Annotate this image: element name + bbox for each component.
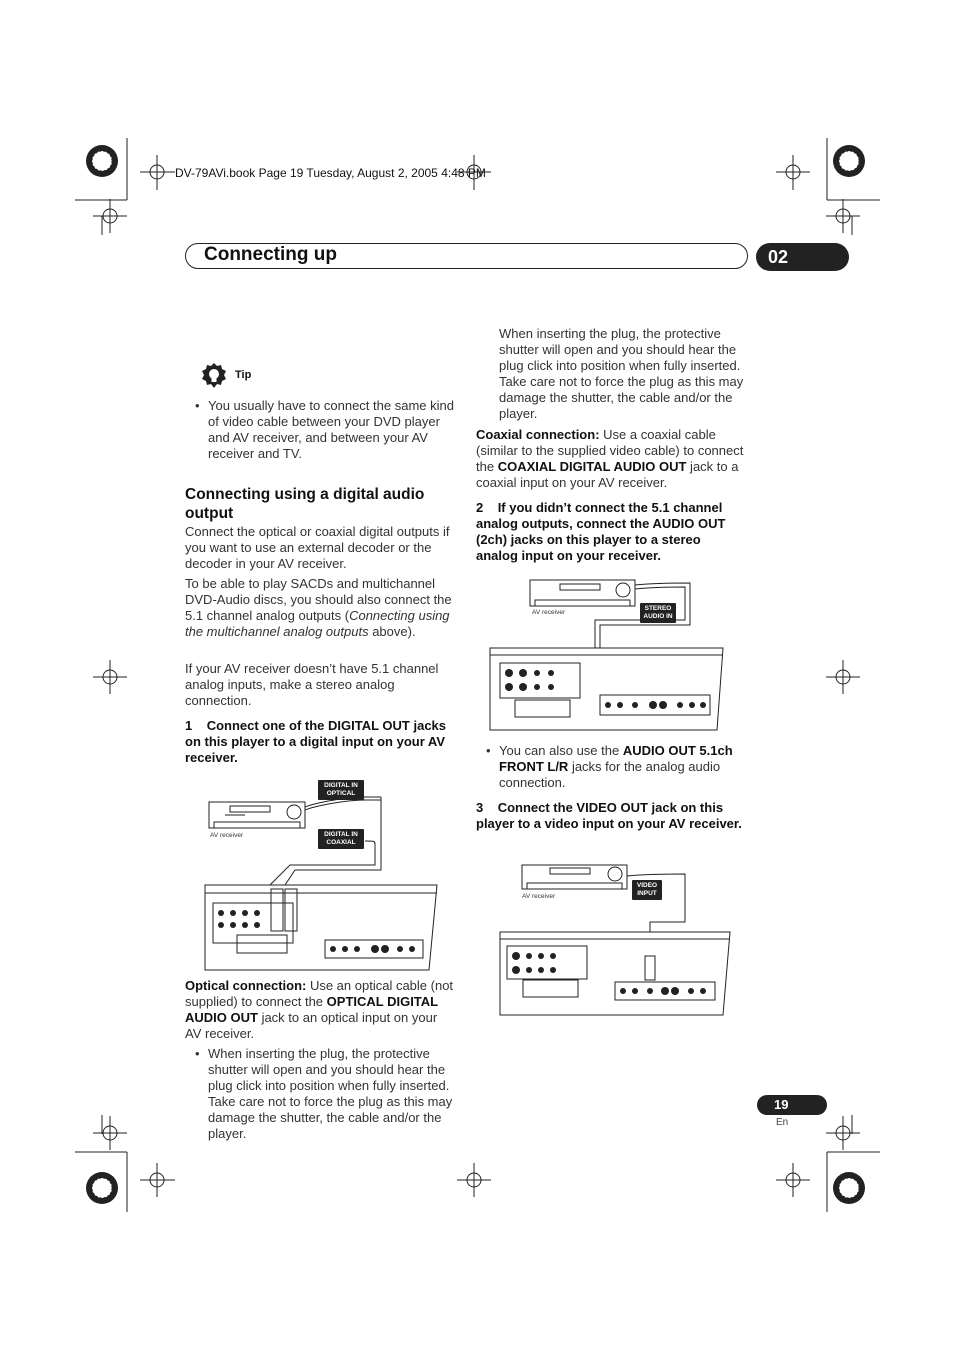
diagram3-receiver-label: AV receiver: [522, 893, 556, 900]
tip-bullet-text: You usually have to connect the same kind of video cable between your DVD player and AV receiver, and between your AV receiver and TV.: [208, 398, 454, 461]
audio-out-jack-name: AUDIO OUT 5.1ch FRONT L/R: [499, 743, 733, 774]
label-line: STEREO: [644, 605, 672, 612]
tip-bullet: • You usually have to connect the same kind of video cable between your DVD player and AV receiver, and between your AV receiver and TV.: [195, 398, 454, 461]
bullet-text: You can also use the: [499, 743, 623, 758]
label-line: DIGITAL IN: [324, 782, 358, 789]
optical-bullet-text: When inserting the plug, the protective shutter will open and you should hear the plug click into position when fully inserted. Take care not to force the plug as this may damage the shutter, the cable and/or the player.: [208, 1046, 453, 1141]
page-number: 19: [757, 1095, 827, 1115]
optical-bullet-part1: • When inserting the plug, the protective shutter will open and you should hear the plug click into position when fully inserted. Take care not to force the plug as this may damage the shutter, the cable and/or the player.: [195, 1046, 453, 1141]
sacd-text-end: above).: [368, 624, 416, 639]
label-line: INPUT: [637, 890, 657, 897]
label-line: VIDEO: [636, 882, 658, 889]
coaxial-lead: Coaxial connection:: [476, 427, 600, 442]
step-text: Connect one of the DIGITAL OUT jacks on this player to a digital input on your AV receiver.: [185, 718, 447, 765]
label-line: COAXIAL: [326, 839, 356, 846]
step-3: [476, 800, 746, 832]
optical-bullet-continued: When inserting the plug, the protective shutter will open and you should hear the plug click into position when fully inserted. Take care not to force the plug as this may damage the shutter, the cable and/or the player.: [499, 326, 744, 421]
step-2-bullet: • You can also use the AUDIO OUT 5.1ch FRONT L/R jacks for the analog audio connection.: [486, 743, 733, 790]
tip-label: Tip: [235, 369, 252, 381]
section-heading: Connecting using a digital audio output: [185, 486, 425, 522]
step-number: 1: [185, 718, 193, 733]
intro-paragraph: Connect the optical or coaxial digital outputs if you want to use an external decoder or the decoder in your AV receiver.: [185, 524, 450, 571]
coaxial-connection-paragraph: [476, 427, 746, 491]
step-1: [185, 718, 455, 766]
step-number: 3: [476, 800, 484, 815]
page-title: Connecting up: [204, 244, 337, 265]
cross-reference-link: Connecting using the multichannel analog outputs: [185, 608, 450, 639]
label-line: DIGITAL IN: [324, 831, 358, 838]
coaxial-text-end: jack to a coaxial input on your AV receiver.: [476, 459, 739, 490]
sacd-text: To be able to play SACDs and multichannel DVD-Audio discs, you should also connect the 5.1 channel analog outputs (: [185, 576, 452, 623]
label-line: OPTICAL: [326, 790, 356, 797]
diagram-stereo-connection: [485, 575, 740, 730]
stereo-paragraph: If your AV receiver doesn’t have 5.1 channel analog inputs, make a stereo analog connection.: [185, 661, 439, 708]
bullet-text-end: jacks for the analog audio connection.: [499, 759, 721, 790]
step-text: Connect the VIDEO OUT jack on this player to a video input on your AV receiver.: [476, 800, 742, 831]
chapter-badge: 02: [756, 243, 849, 271]
sacd-paragraph: [185, 576, 455, 640]
digital-optical-label: [318, 780, 364, 800]
optical-text-end: jack to an optical input on your AV receiver.: [185, 1010, 438, 1041]
optical-lead: Optical connection:: [185, 978, 307, 993]
diagram2-receiver-label: AV receiver: [532, 609, 566, 616]
diagram-video-connection: [495, 860, 740, 1020]
optical-bullet-part2: [499, 326, 746, 422]
optical-text: Use an optical cable (not supplied) to connect the: [185, 978, 454, 1009]
step-2: [476, 500, 746, 564]
step-text: If you didn’t connect the 5.1 channel analog outputs, connect the AUDIO OUT (2ch) jacks on this player to a stereo analog input on your receiver.: [476, 500, 726, 563]
coaxial-jack-name: COAXIAL DIGITAL AUDIO OUT: [497, 459, 687, 474]
language-code: En: [776, 1117, 789, 1128]
optical-jack-name: OPTICAL DIGITAL AUDIO OUT: [185, 994, 438, 1025]
coaxial-text: Use a coaxial cable (similar to the supplied video cable) to connect the: [476, 427, 744, 474]
stereo-audio-in-label: [640, 603, 676, 623]
diagram1-receiver-label: AV receiver: [210, 832, 244, 839]
video-input-label: [632, 880, 662, 900]
optical-connection-paragraph: [185, 978, 455, 1042]
book-info-line: DV-79AVi.book Page 19 Tuesday, August 2, 2005 4:48 PM: [175, 166, 486, 180]
step-number: 2: [476, 500, 484, 515]
digital-coaxial-label: [318, 829, 364, 849]
tip-lightbulb-icon: [200, 362, 228, 390]
label-line: AUDIO IN: [643, 613, 673, 620]
diagram-digital-connection: [185, 775, 455, 970]
